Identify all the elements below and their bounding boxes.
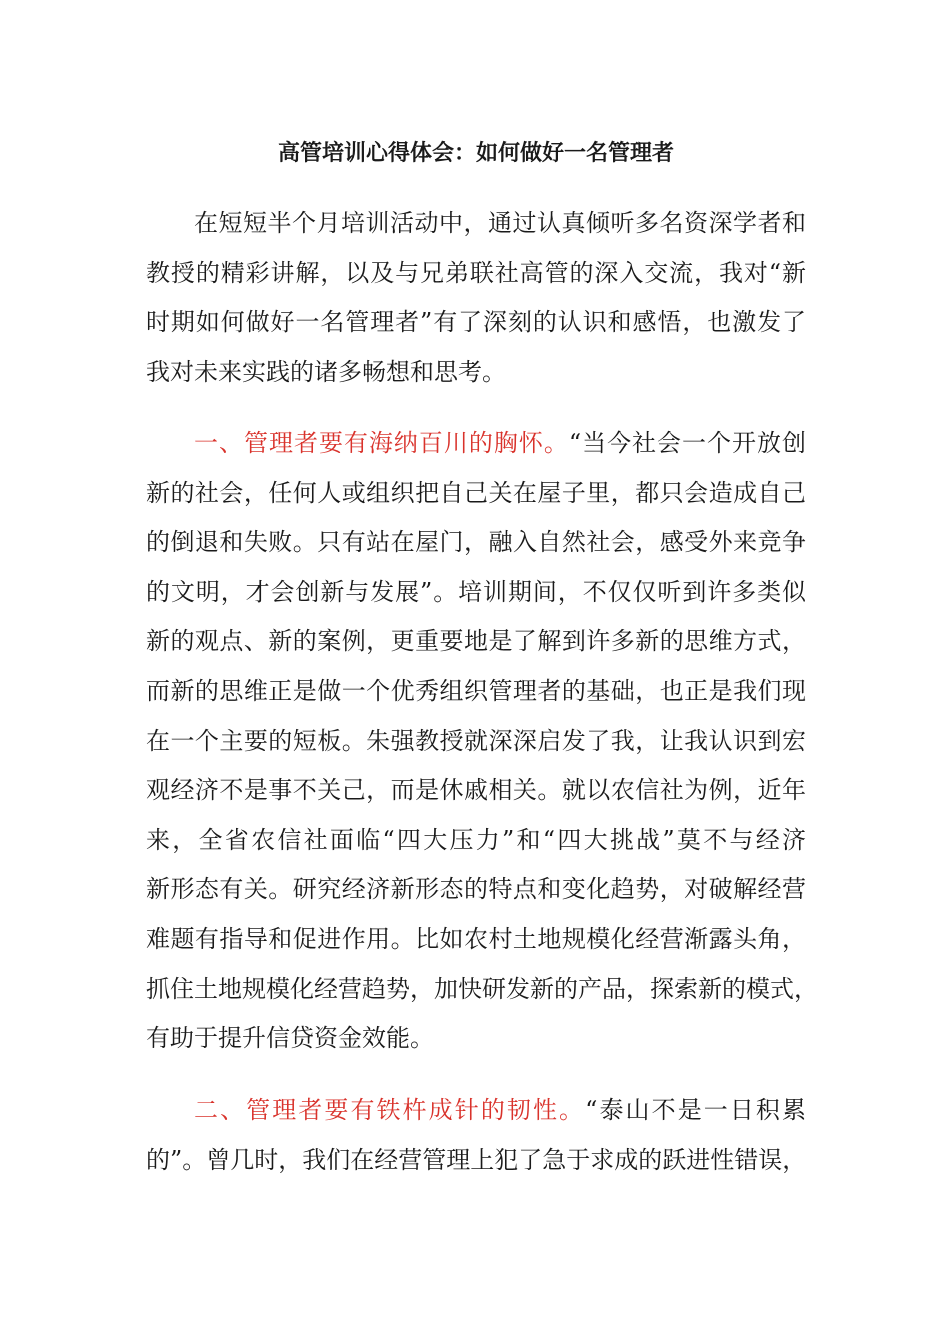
- section-1-line: 的文明，才会创新与发展”。培训期间，不仅仅听到许多类似: [146, 577, 806, 606]
- section-2-first-line: [146, 1086, 806, 1136]
- section-1-heading: 一、管理者要有海纳百川的胸怀。: [194, 429, 569, 457]
- section-1-line: 抓住土地规模化经营趋势，加快研发新的产品，探索新的模式，: [146, 974, 818, 1003]
- section-1-first-line: [146, 419, 806, 469]
- document-title: 高管培训心得体会：如何做好一名管理者: [277, 140, 674, 166]
- section-1-line: 而新的思维正是做一个优秀组织管理者的基础，也正是我们现: [146, 676, 806, 705]
- intro-line: 教授的精彩讲解，以及与兄弟联社高管的深入交流，我对“新: [146, 258, 806, 287]
- section-2-paragraph: [146, 1086, 806, 1185]
- section-1-paragraph: [146, 419, 818, 1064]
- section-2-first-line-text: “泰山不是一日积累: [585, 1096, 806, 1124]
- section-1-line: 新的社会，任何人或组织把自己关在屋子里，都只会造成自己: [146, 478, 806, 507]
- section-1-line: 难题有指导和促进作用。比如农村土地规模化经营渐露头角，: [146, 924, 806, 953]
- intro-line: 时期如何做好一名管理者”有了深刻的认识和感悟，也激发了: [146, 308, 806, 337]
- intro-line: 在短短半个月培训活动中，通过认真倾听多名资深学者和: [194, 209, 806, 237]
- section-1-line: 在一个主要的短板。朱强教授就深深启发了我，让我认识到宏: [146, 726, 806, 755]
- section-1-line: 有助于提升信贷资金效能。: [146, 1024, 434, 1053]
- section-2-line: 的”。曾几时，我们在经营管理上犯了急于求成的跃进性错误，: [146, 1145, 807, 1174]
- section-1-line: 来，全省农信社面临“四大压力”和“四大挑战”莫不与经济: [146, 825, 806, 854]
- section-1-line: 新形态有关。研究经济新形态的特点和变化趋势，对破解经营: [146, 875, 806, 904]
- section-2-heading: 二、管理者要有铁杵成针的韧性。: [194, 1096, 586, 1124]
- intro-paragraph: [146, 199, 806, 397]
- section-1-first-line-text: “当今社会一个开放创: [568, 429, 806, 457]
- intro-line: 我对未来实践的诸多畅想和思考。: [146, 357, 506, 386]
- section-1-line: 的倒退和失败。只有站在屋门，融入自然社会，感受外来竞争: [146, 528, 806, 557]
- section-1-line: 新的观点、新的案例，更重要地是了解到许多新的思维方式，: [146, 627, 806, 656]
- section-1-line: 观经济不是事不关己，而是休戚相关。就以农信社为例，近年: [146, 776, 806, 805]
